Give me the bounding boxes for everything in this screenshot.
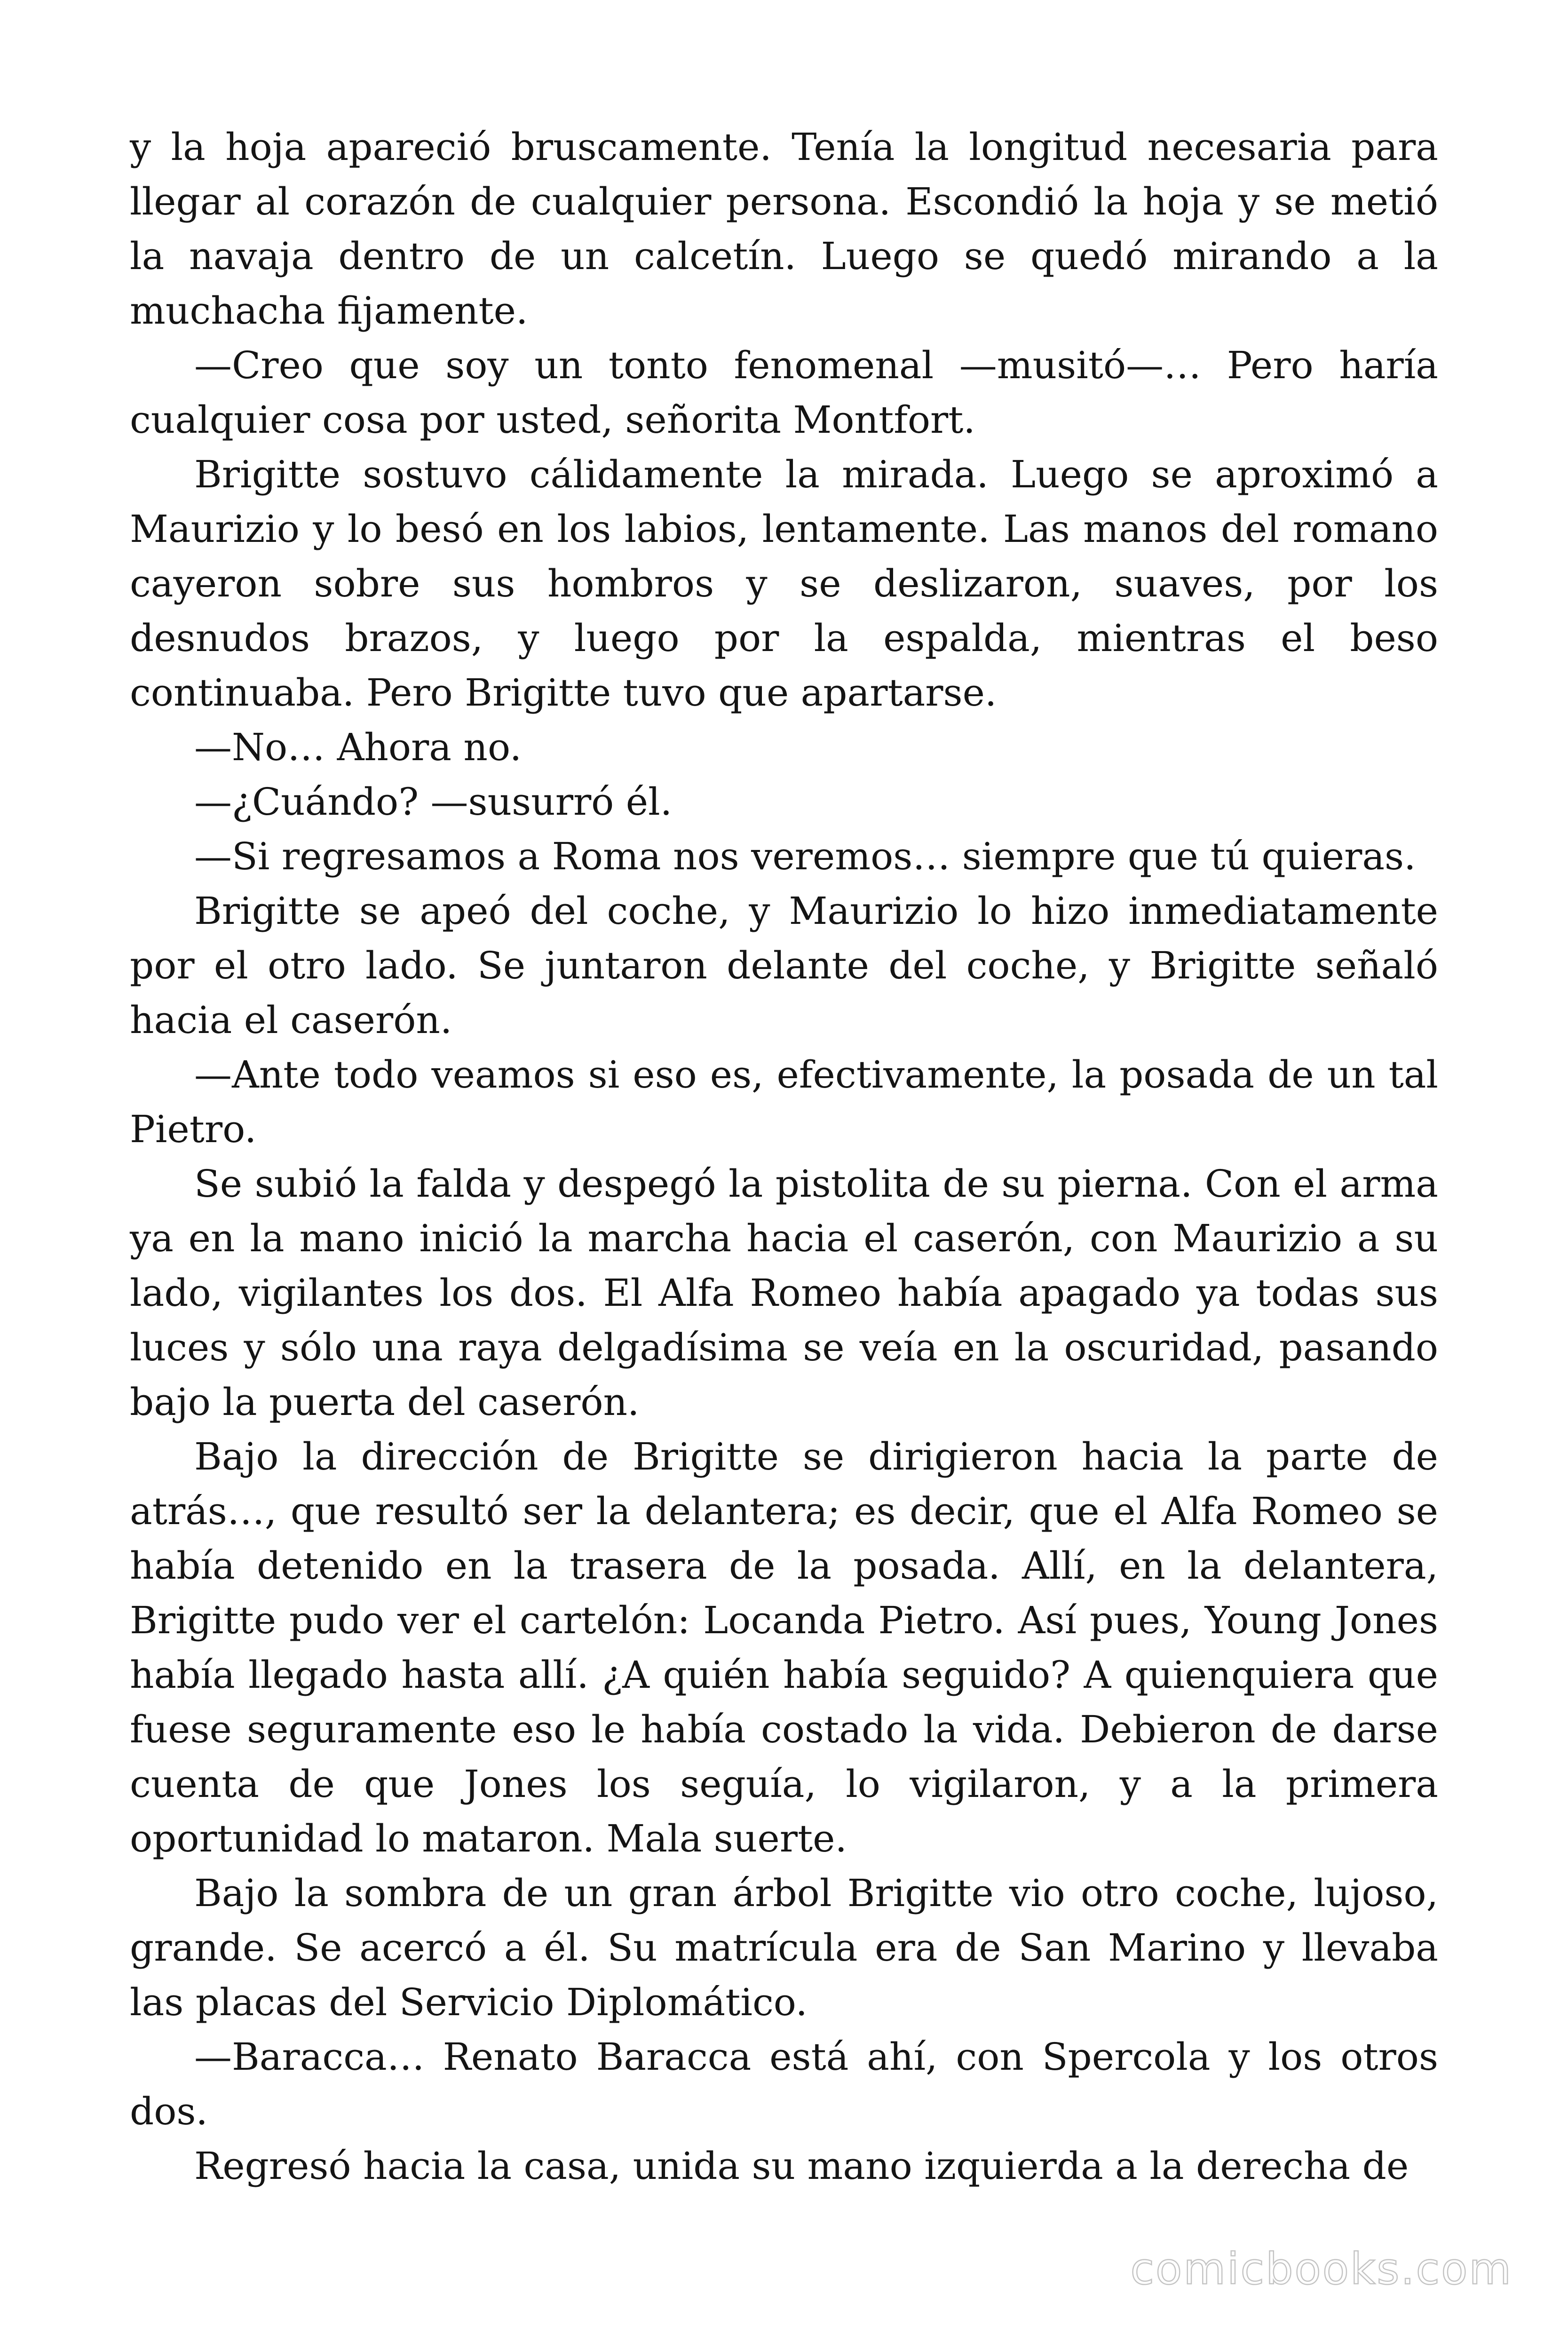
watermark: comicbooks.com	[1130, 2244, 1513, 2294]
paragraph-6: —Si regresamos a Roma nos veremos… siempre que tú quieras.	[194, 834, 1416, 878]
paragraph-10: Bajo la dirección de Brigitte se dirigieron hacia la parte de atrás…, que resultó ser la delantera; es decir, que el Alfa Romeo se había detenido en la trasera de la posada. Allí, en la delantera, Brigitte pudo ver el cartelón: Locanda Pietro. Así pues, Young Jones había llegado hasta allí. ¿A quién había seguido? A quienquiera que fuese seguramente eso le había costado la vida. Debieron de darse cuenta de que Jones los seguía, lo vigilaron, y a la primera oportunidad lo mataron. Mala suerte.	[130, 1435, 1438, 1860]
paragraph-7: Brigitte se apeó del coche, y Maurizio lo hizo inmediatamente por el otro lado. Se juntaron delante del coche, y Brigitte señaló hacia el caserón.	[130, 889, 1438, 1042]
paragraph-4: —No… Ahora no.	[194, 725, 522, 769]
paragraph-5: —¿Cuándo? —susurró él.	[194, 780, 673, 824]
paragraph-2: —Creo que soy un tonto fenomenal —musitó—… Pero haría cualquier cosa por usted, señorita Montfort.	[130, 343, 1438, 442]
paragraph-1: y la hoja apareció bruscamente. Tenía la longitud necesaria para llegar al corazón de cualquier persona. Escondió la hoja y se metió la navaja dentro de un calcetín. Luego se quedó mirando a la muchacha fijamente.	[130, 125, 1438, 333]
paragraph-11: Bajo la sombra de un gran árbol Brigitte vio otro coche, lujoso, grande. Se acercó a él. Su matrícula era de San Marino y llevaba las placas del Servicio Diplomático.	[130, 1871, 1438, 2024]
paragraph-3: Brigitte sostuvo cálidamente la mirada. Luego se aproximó a Maurizio y lo besó en los labios, lentamente. Las manos del romano cayeron sobre sus hombros y se deslizaron, suaves, por los desnudos brazos, y luego por la espalda, mientras el beso continuaba. Pero Brigitte tuvo que apartarse.	[130, 453, 1438, 715]
paragraph-13: Regresó hacia la casa, unida su mano izquierda a la derecha de	[194, 2144, 1409, 2188]
paragraph-9: Se subió la falda y despegó la pistolita de su pierna. Con el arma ya en la mano inició la marcha hacia el caserón, con Maurizio a su lado, vigilantes los dos. El Alfa Romeo había apagado ya todas sus luces y sólo una raya delgadísima se veía en la oscuridad, pasando bajo la puerta del caserón.	[130, 1162, 1438, 1424]
body-text	[130, 120, 1438, 2193]
paragraph-12: —Baracca… Renato Baracca está ahí, con Spercola y los otros dos.	[130, 2035, 1438, 2133]
paragraph-8: —Ante todo veamos si eso es, efectivamente, la posada de un tal Pietro.	[130, 1053, 1438, 1151]
